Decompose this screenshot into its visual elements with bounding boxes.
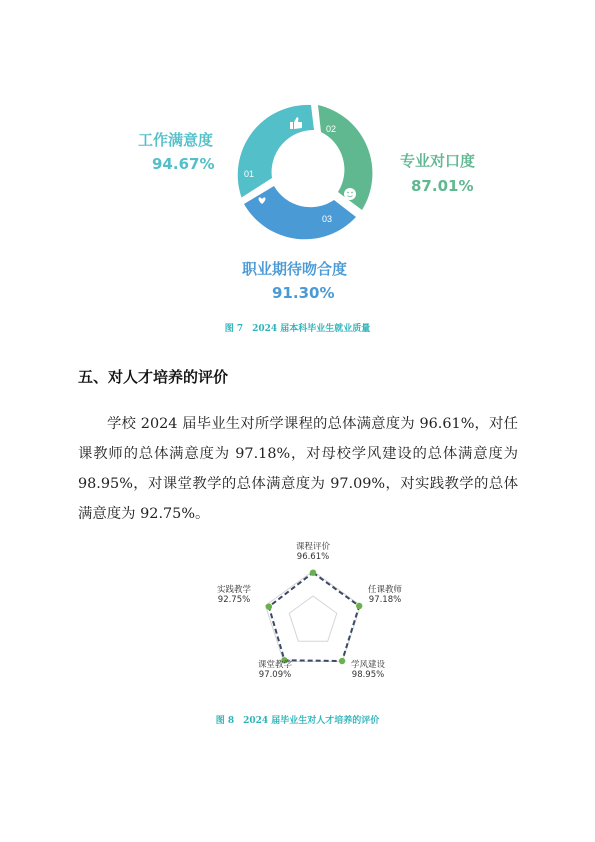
radar-point-1	[310, 569, 316, 575]
metric-value-major-match: 87.01%	[411, 177, 474, 195]
segment-id-02: 02	[326, 124, 337, 134]
donut-segment-03	[244, 186, 356, 239]
radar-axis-label-classroom: 课堂教学 97.09%	[257, 660, 292, 680]
radar-axis-label-course: 课程评价 96.61%	[295, 542, 330, 562]
metric-value-career-expectation: 91.30%	[272, 284, 335, 302]
metric-label-job-satisfaction: 工作满意度	[138, 131, 214, 149]
smile-icon	[344, 188, 356, 200]
body-paragraph	[78, 409, 518, 529]
figure-7-caption: 图 7 2024 届本科毕业生就业质量	[224, 324, 371, 334]
radar-point-5	[266, 603, 272, 609]
segment-id-01: 01	[244, 169, 255, 179]
section-heading: 五、对人才培养的评价	[78, 368, 229, 386]
radar-axis-label-teacher: 任课教师 97.18%	[367, 585, 402, 605]
radar-grid-ring-1	[289, 596, 337, 641]
metric-value-job-satisfaction: 94.67%	[152, 155, 215, 173]
paragraph-text: 学校 2024 届毕业生对所学课程的总体满意度为 96.61%，对任课教师的总体满意度为 97.18%，对母校学风建设的总体满意度为 98.95%，对课堂教学的总体满意度为 97.09%，对实践教学的总体满意度为 92.75%。	[78, 416, 518, 522]
metric-label-career-expectation: 职业期待吻合度	[242, 260, 348, 278]
figure-8-caption: 图 8 2024 届毕业生对人才培养的评价	[215, 716, 380, 726]
metric-label-major-match: 专业对口度	[400, 152, 476, 170]
radar-axis-label-study-style: 学风建设 98.95%	[350, 660, 385, 680]
segment-id-03: 03	[322, 214, 333, 224]
radar-axis-label-practice: 实践教学 92.75%	[216, 585, 251, 605]
radar-series-line	[269, 573, 359, 661]
donut-chart	[226, 100, 386, 250]
donut-segment-01	[238, 105, 314, 198]
